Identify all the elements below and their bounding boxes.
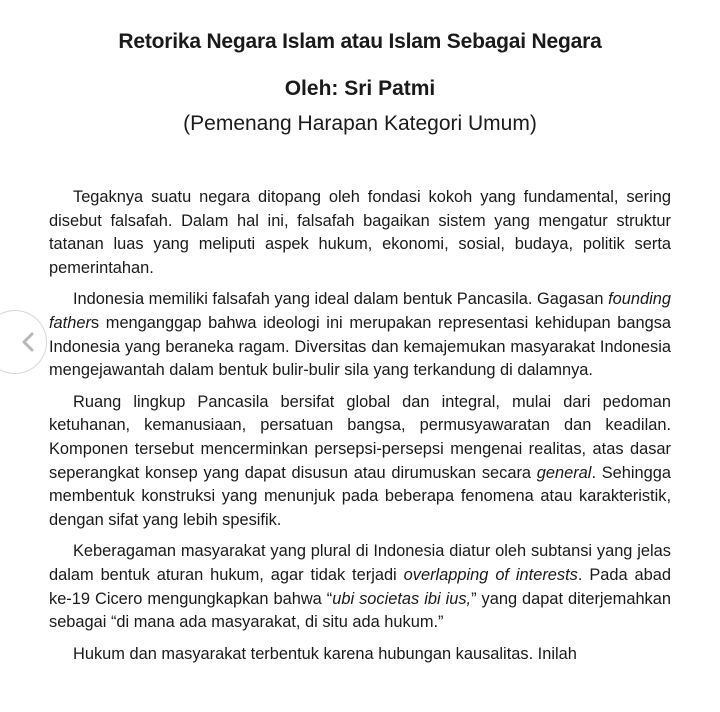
document-subtitle: (Pemenang Harapan Kategori Umum) — [183, 112, 537, 135]
paragraph-4-text-a: Keberagaman masyarakat yang plural di Indonesia diatur oleh subtansi yang jelas dalam bentuk aturan hukum, agar tidak terjadi — [49, 542, 671, 584]
paragraph-2-text-a: Indonesia memiliki falsafah yang ideal dalam bentuk Pancasila. Gagasan — [73, 290, 609, 309]
paragraph-3 — [49, 391, 671, 533]
paragraph-5 — [49, 643, 671, 667]
document-author: Oleh: Sri Patmi — [284, 77, 436, 100]
document-body — [49, 186, 671, 674]
paragraph-3-text-a: Ruang lingkup Pancasila bersifat global dan integral, mulai dari pedoman ketuhanan, kemanusiaan, persatuan bangsa, permusyawaratan dan keadilan. Komponen tersebut mencerminkan persepsi-persepsi mengenai realitas, atas dasar seperangkat konsep yang dapat disusun atau dirumuskan secara — [49, 392, 671, 482]
paragraph-2-italic: founding father — [49, 290, 671, 332]
paragraph-1-text: Tegaknya suatu negara ditopang oleh fondasi kokoh yang fundamental, sering disebut falsafah. Dalam hal ini, falsafah bagaikan sistem yang mengatur struktur tatanan luas yang meliputi aspek hukum, ekonomi, sosial, budaya, politik serta pemerintahan. — [49, 188, 671, 277]
paragraph-2 — [49, 288, 671, 382]
document-title: Retorika Negara Islam atau Islam Sebagai Negara — [118, 30, 602, 53]
paragraph-4 — [49, 540, 671, 634]
paragraph-5-text: Hukum dan masyarakat terbentuk karena hubungan kausalitas. Inilah — [73, 644, 577, 663]
paragraph-3-text-c: . Sehingga membentuk konstruksi yang menunjuk pada beberapa fenomena atau karakteristik, dengan sifat yang lebih spesifik. — [49, 463, 671, 529]
paragraph-1 — [49, 186, 671, 280]
paragraph-4-italic-2: ubi societas ibi ius, — [332, 589, 472, 608]
chevron-left-icon — [20, 331, 36, 353]
paragraph-2-text-c: s menganggap bahwa ideologi ini merupakan representasi kehidupan bangsa Indonesia yang beraneka ragam. Diversitas dan kemajemukan masyarakat Indonesia mengejawantah dalam bentuk bulir-bulir sila yang terkandung di dalamnya. — [49, 313, 671, 380]
paragraph-4-text-e: ” yang dapat diterjemahkan sebagai “di mana ada masyarakat, di situ ada hukum.” — [49, 589, 671, 632]
previous-page-button[interactable] — [0, 310, 47, 374]
paragraph-4-italic-1: overlapping of interests — [403, 565, 578, 584]
paragraph-3-italic: general — [536, 463, 592, 482]
paragraph-4-text-c: . Pada abad ke-19 Cicero mengungkapkan bahwa “ — [49, 565, 672, 608]
